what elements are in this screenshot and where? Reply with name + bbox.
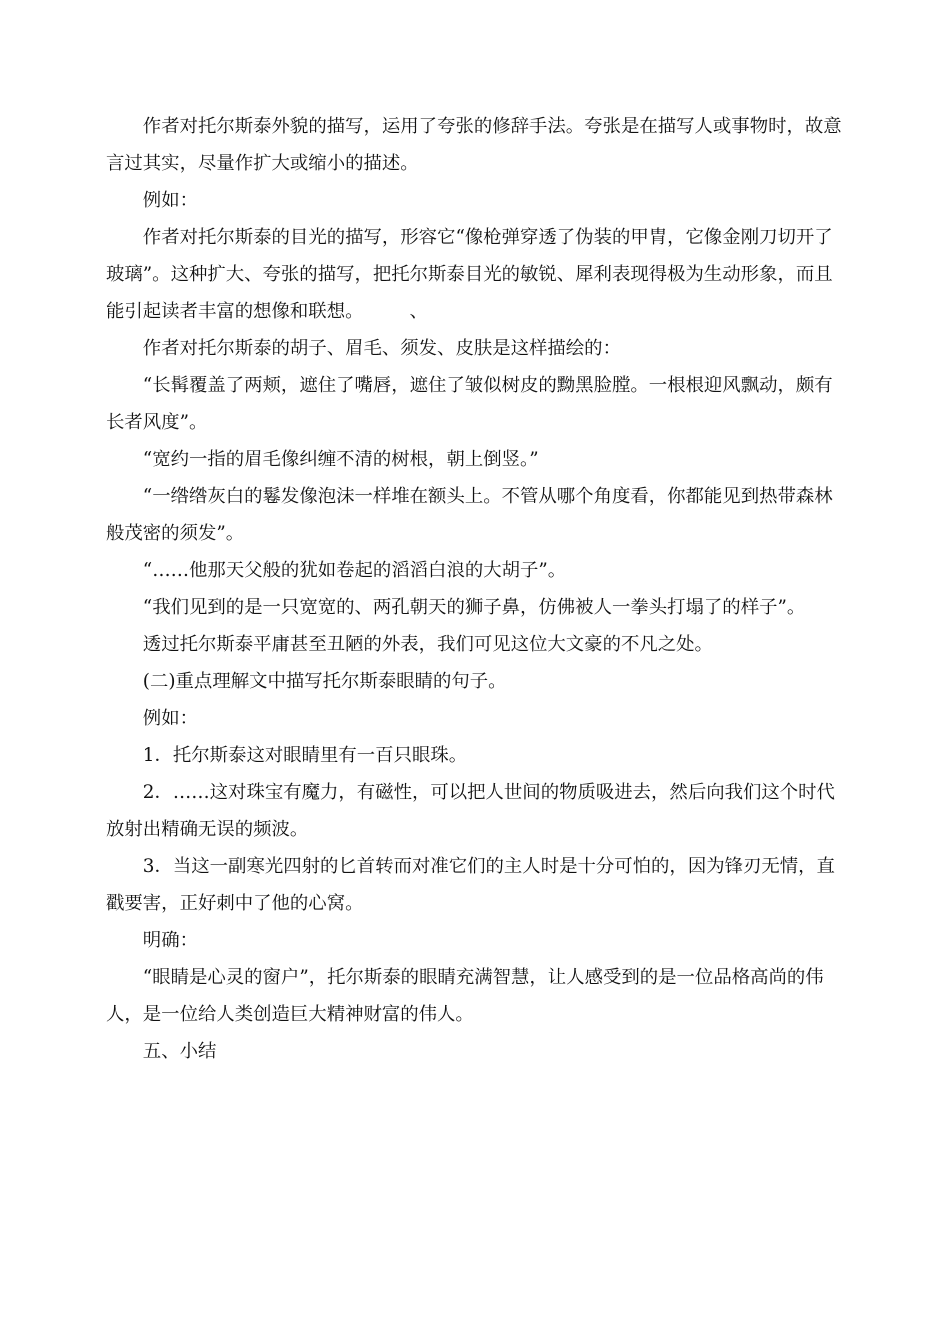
section-heading-eyes: (二)重点理解文中描写托尔斯泰眼睛的句子。 <box>142 671 507 692</box>
quote-beard-cheeks: “长髯覆盖了两颊，遮住了嘴唇，遮住了皱似树皮的黝黑脸膛。一根根迎风飘动，颇有长者风度”。 <box>106 375 833 433</box>
paragraph-example-label-2: 例如： <box>142 708 198 729</box>
paragraph-features-intro: 作者对托尔斯泰的胡子、眉毛、须发、皮肤是这样描绘的： <box>142 338 621 359</box>
list-item-2: 2．……这对珠宝有魔力，有磁性，可以把人世间的物质吸进去，然后向我们这个时代放射出精确无误的频波。 <box>106 782 835 840</box>
quote-hair: “一绺绺灰白的鬈发像泡沫一样堆在额头上。不管从哪个角度看，你都能见到热带森林般茂密的须发”。 <box>106 486 833 544</box>
quote-nose: “我们见到的是一只宽宽的、两孔朝天的狮子鼻，仿佛被人一拳头打塌了的样子”。 <box>142 597 806 618</box>
paragraph-gaze-description: 作者对托尔斯泰的目光的描写，形容它“像枪弹穿透了伪装的甲胄，它像金刚刀切开了玻璃”。这种扩大、夸张的描写，把托尔斯泰目光的敏锐、犀利表现得极为生动形象，而且能引起读者丰富的想像和联想。 、 <box>106 227 833 322</box>
paragraph-example-label: 例如： <box>142 190 198 211</box>
list-item-1: 1．托尔斯泰这对眼睛里有一百只眼珠。 <box>142 745 468 766</box>
list-item-3: 3．当这一副寒光四射的匕首转而对准它们的主人时是十分可怕的，因为锋刃无情，直戳要害，正好刺中了他的心窝。 <box>106 856 835 914</box>
quote-big-beard: “……他那天父般的犹如卷起的滔滔白浪的大胡子”。 <box>142 560 567 581</box>
document-body <box>106 108 846 1070</box>
paragraph-exaggeration-intro: 作者对托尔斯泰外貌的描写，运用了夸张的修辞手法。夸张是在描写人或事物时，故意言过其实，尽量作扩大或缩小的描述。 <box>106 116 842 174</box>
paragraph-clarify-label: 明确： <box>142 930 198 951</box>
section-heading-summary: 五、小结 <box>142 1041 217 1062</box>
paragraph-eyes-conclusion: “眼睛是心灵的窗户”，托尔斯泰的眼睛充满智慧，让人感受到的是一位品格高尚的伟人，是一位给人类创造巨大精神财富的伟人。 <box>106 967 824 1025</box>
quote-eyebrows: “宽约一指的眉毛像纠缠不清的树根，朝上倒竖。” <box>142 449 539 470</box>
paragraph-appearance-conclusion: 透过托尔斯泰平庸甚至丑陋的外表，我们可见这位大文豪的不凡之处。 <box>142 634 713 655</box>
